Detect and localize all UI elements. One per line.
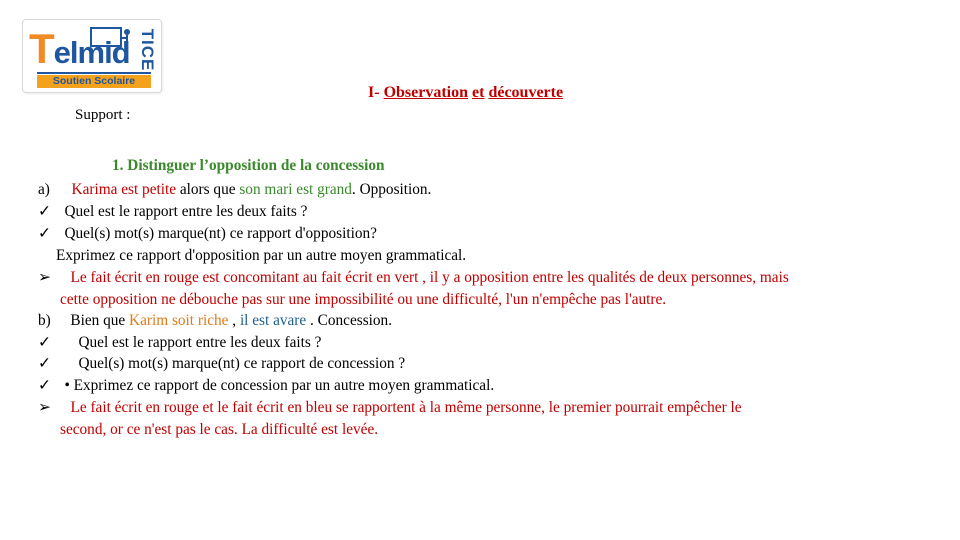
example-b — [38, 311, 392, 331]
question-6 — [38, 376, 494, 396]
example-b-orange: Karim soit riche — [129, 312, 229, 329]
answer-1-line-1 — [38, 268, 789, 288]
example-a-end: . Opposition. — [351, 181, 432, 198]
check-icon: ✓ — [38, 377, 51, 394]
whiteboard-icon — [87, 26, 133, 50]
example-b-start: Bien que — [70, 312, 130, 329]
check-icon: ✓ — [38, 225, 51, 242]
answer-1-text-1: Le fait écrit en rouge est concomitant au fait écrit en vert , il y a opposition entre les qualités de deux personnes, mais — [70, 269, 789, 286]
heading-word-observation: Observation — [383, 84, 469, 101]
answer-1-line-2: cette opposition ne débouche pas sur une impossibilité ou une difficulté, l'un n'empêche pas l'autre. — [60, 291, 667, 308]
logo-initial: T — [29, 25, 54, 72]
question-4 — [38, 333, 321, 353]
check-icon: ✓ — [38, 334, 51, 351]
logo-brand-rest: elmid — [53, 35, 130, 70]
example-b-end: . Concession. — [306, 312, 393, 329]
answer-2-line-1 — [38, 398, 742, 418]
heading-word-decouverte: découverte — [488, 84, 564, 101]
check-icon: ✓ — [38, 203, 51, 220]
example-a-red: Karima est petite — [71, 181, 177, 198]
marker-b: b) — [38, 312, 51, 329]
arrow-icon: ➢ — [38, 269, 51, 286]
question-3: Exprimez ce rapport d'opposition par un autre moyen grammatical. — [56, 247, 467, 264]
subsection-title: 1. Distinguer l’opposition de la concession — [112, 157, 385, 174]
heading-prefix: I- — [368, 84, 380, 101]
answer-2-text-1: Le fait écrit en rouge et le fait écrit en bleu se rapportent à la même personne, le premier pourrait empêcher le — [70, 399, 742, 416]
question-1 — [38, 202, 307, 222]
question-4-text: Quel est le rapport entre les deux faits ? — [78, 334, 322, 351]
logo-divider — [37, 72, 151, 74]
example-a-connector: alors que — [176, 181, 240, 198]
answer-2-line-2: second, or ce n'est pas le cas. La difficulté est levée. — [60, 421, 379, 438]
example-b-sep: , — [228, 312, 240, 329]
section-heading — [368, 84, 563, 102]
question-1-text: Quel est le rapport entre les deux faits ? — [64, 203, 308, 220]
question-5-text: Quel(s) mot(s) marque(nt) ce rapport de concession ? — [78, 355, 406, 372]
logo-side-text: TICE — [138, 28, 157, 72]
example-a — [38, 180, 431, 200]
telmid-logo — [22, 19, 162, 93]
arrow-icon: ➢ — [38, 399, 51, 416]
question-2-text: Quel(s) mot(s) marque(nt) ce rapport d'opposition? — [64, 225, 377, 242]
check-icon: ✓ — [38, 355, 51, 372]
logo-subtitle: Soutien Scolaire — [37, 75, 151, 88]
question-5 — [38, 354, 405, 374]
example-a-green: son mari est grand — [239, 181, 352, 198]
question-6-text: • Exprimez ce rapport de concession par un autre moyen grammatical. — [64, 377, 495, 394]
support-label: Support : — [75, 107, 131, 123]
example-b-blue: il est avare — [239, 312, 307, 329]
marker-a: a) — [38, 181, 50, 198]
question-2 — [38, 224, 377, 244]
heading-word-et: et — [472, 84, 485, 101]
